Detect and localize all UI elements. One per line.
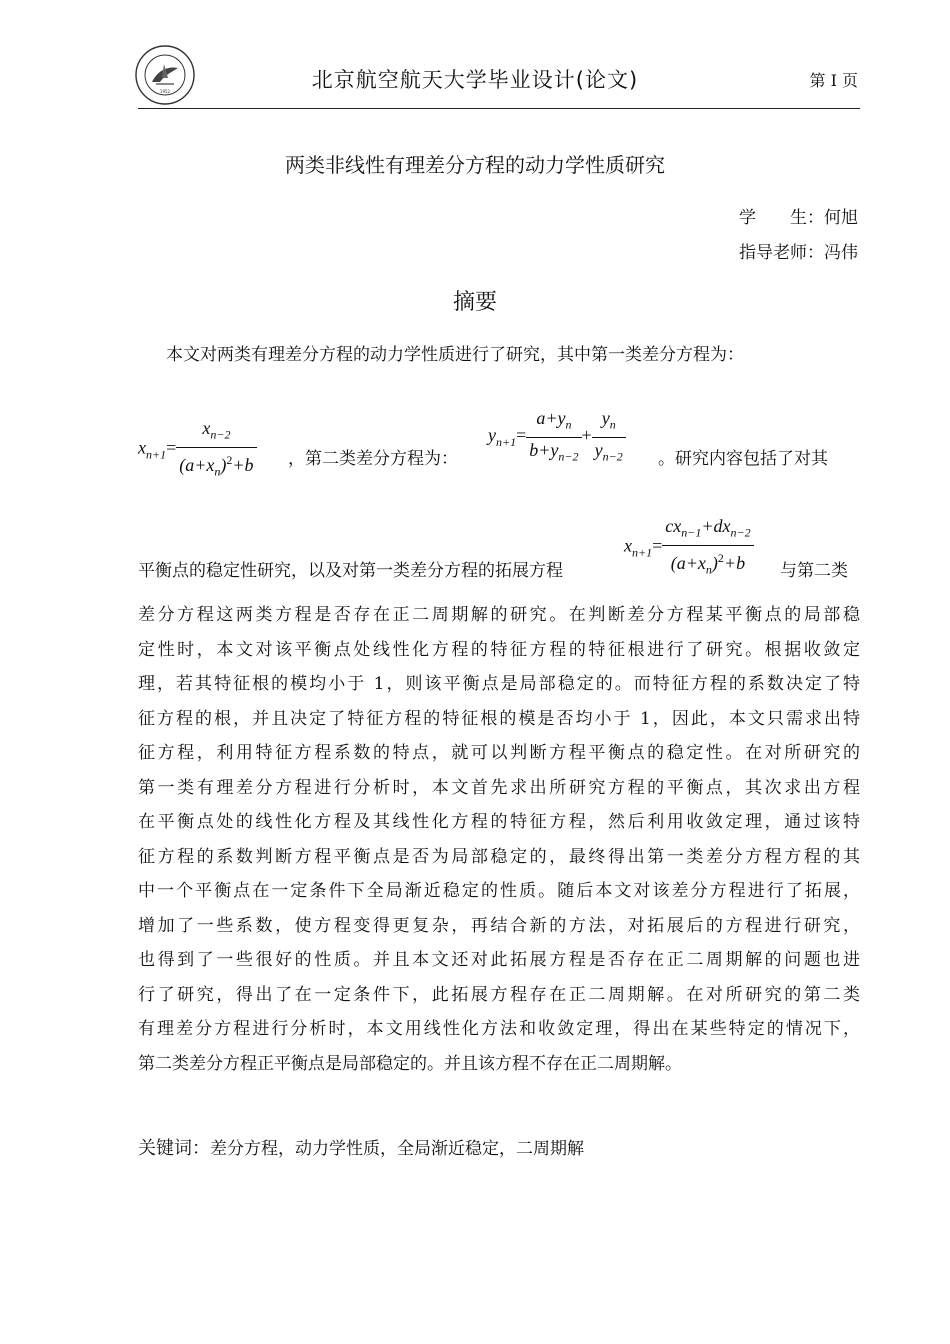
equation-1: $x_{n+1}=$ $\frac{x_{n-2}}{(a+x_n)^2+b}$: [138, 416, 257, 483]
advisor-line: 指导老师：冯伟: [739, 243, 858, 263]
body-line: 征方程的系数判断方程平衡点是否为局部稳定的，最终得出第一类差分方程方程的其: [138, 846, 860, 867]
body-line: 征方程，利用特征方程系数的特点，就可以判断方程平衡点的稳定性。在对所研究的: [138, 743, 860, 763]
header-title: 北京航空航天大学毕业设计(论文): [311, 68, 639, 92]
keywords-label: 关键词：: [138, 1138, 210, 1159]
text-before-eq3: 平衡点的稳定性研究，以及对第一类差分方程的拓展方程: [138, 561, 563, 581]
keywords-line: [138, 1134, 584, 1160]
header-divider: [138, 108, 860, 109]
text-after-eq1: ，第二类差分方程为：: [288, 449, 458, 469]
keywords-list: 差分方程，动力学性质，全局渐近稳定，二周期解: [210, 1139, 584, 1159]
body-line: 差分方程这两类方程是否存在正二周期解的研究。在判断差分方程某平衡点的局部稳: [138, 605, 860, 625]
body-line: 中一个平衡点在一定条件下全局渐近稳定的性质。随后本文对该差分方程进行了拓展，: [138, 881, 860, 901]
body-line: 行了研究，得出了在一定条件下，此拓展方程存在正二周期解。在对所研究的第二类: [138, 984, 860, 1005]
equation-3: $x_{n+1}=$ $\frac{cx_{n-1}+dx_{n-2}}{(a+x_n)^2+b}$: [624, 514, 754, 581]
equation-line: [138, 400, 860, 479]
body-line: 定性时，本文对该平衡点处线性化方程的特征方程的特征根进行了研究。根据收敛定: [138, 639, 860, 660]
body-line: 第一类有理差分方程进行分析时，本文首先求出所研究方程的平衡点，其次求出方程: [138, 777, 860, 798]
body-line: 征方程的根，并且决定了特征方程的特征根的模是否均小于 1，因此，本文只需求出特: [138, 708, 860, 729]
author-line: 学 生：何旭: [739, 208, 858, 228]
body-line: 第二类差分方程正平衡点是局部稳定的。并且该方程不存在正二周期解。: [138, 1053, 682, 1074]
intro-sentence: 本文对两类有理差分方程的动力学性质进行了研究，其中第一类差分方程为：: [166, 345, 744, 365]
svg-text:1952: 1952: [159, 89, 171, 94]
equation-2: $y_{n+1}=$ $\frac{a+y_n}{b+y_{n-2}}$ + $\frac{y_n}{y_{n-2}}$: [488, 406, 626, 468]
text-after-eq3: 与第二类: [780, 561, 848, 581]
abstract-body: [138, 598, 860, 1081]
body-line: 也得到了一些很好的性质。并且本文还对此拓展方程是否存在正二周期解的问题也进: [138, 950, 860, 970]
page-number: 第 I 页: [809, 71, 858, 90]
thesis-title: 两类非线性有理差分方程的动力学性质研究: [285, 153, 665, 177]
body-line: 增加了一些系数，使方程变得更复杂，再结合新的方法，对拓展后的方程进行研究，: [138, 915, 860, 936]
body-line: 理，若其特征根的模均小于 1，则该平衡点是局部稳定的。而特征方程的系数决定了特: [138, 674, 860, 694]
body-line: 在平衡点处的线性化方程及其线性化方程的特征方程，然后利用收敛定理，通过该特: [138, 812, 860, 832]
abstract-heading: 摘要: [452, 290, 497, 315]
body-line: 有理差分方程进行分析时，本文用线性化方法和收敛定理，得出在某些特定的情况下，: [138, 1019, 860, 1039]
text-after-eq2: 。研究内容包括了对其: [658, 449, 828, 469]
